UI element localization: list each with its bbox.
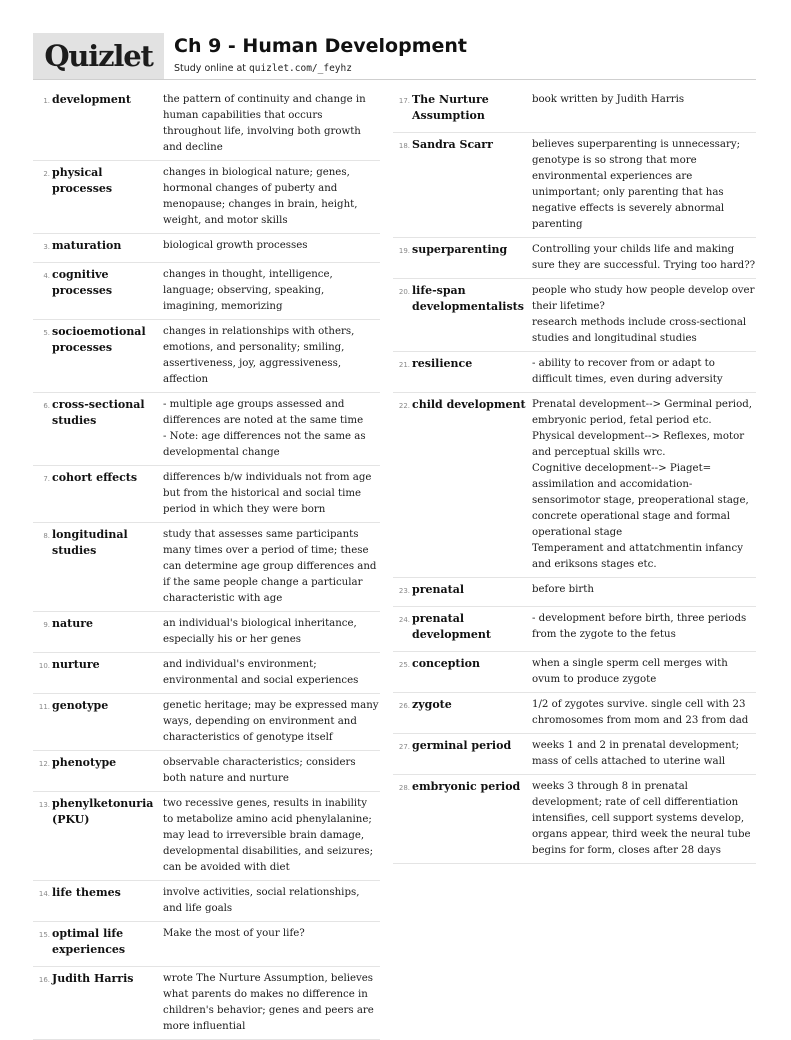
- term-number: 22.: [398, 402, 410, 410]
- term-label: phenylketonuria (PKU): [52, 797, 154, 826]
- term-label: maturation: [52, 239, 122, 252]
- term-label: embryonic period: [412, 780, 521, 793]
- term-entry: [33, 393, 380, 466]
- term-label: prenatal: [412, 583, 464, 596]
- term-number: 24.: [398, 616, 410, 624]
- term-number: 12.: [38, 760, 50, 768]
- term-entry: [393, 238, 756, 279]
- term-label: conception: [412, 657, 481, 670]
- set-title: Ch 9 - Human Development: [174, 35, 467, 57]
- term-number: 1.: [43, 97, 50, 105]
- term-label: life-span developmentalists: [412, 284, 524, 313]
- term-label: prenatal development: [412, 612, 492, 641]
- term-definition: the pattern of continuity and change in human capabilities that occurs throughout life, involving both growth and decline: [163, 94, 366, 153]
- term-definition: - ability to recover from or adapt to difficult times, even during adversity: [532, 358, 723, 385]
- term-label: The Nurture Assumption: [412, 93, 489, 122]
- term-label: cohort effects: [52, 471, 138, 484]
- term-definition: book written by Judith Harris: [532, 94, 685, 105]
- term-entry: [393, 88, 756, 133]
- study-url: quizlet.com/_feyhz: [249, 63, 352, 74]
- left-term-column: [33, 88, 380, 1040]
- term-entry: [33, 967, 380, 1040]
- page-header: [33, 33, 756, 80]
- logo-text: Quizlet: [44, 39, 153, 73]
- term-definition: study that assesses same participants many times over a period of time; these can determine age group differences and if the same people change a particular characteristic with age: [163, 529, 377, 604]
- term-number: 5.: [43, 329, 50, 337]
- term-definition: changes in biological nature; genes, hormonal changes of puberty and menopause; changes in brain, height, weight, and motor skills: [163, 167, 358, 226]
- term-definition: weeks 3 through 8 in prenatal development; rate of cell differentiation intensifies, cell support systems develop, organs appear, third week the neural tube begins for form, closes after 28 days: [532, 781, 751, 856]
- term-label: cognitive processes: [52, 268, 113, 297]
- term-definition: when a single sperm cell merges with ovum to produce zygote: [532, 658, 728, 685]
- term-number: 13.: [38, 801, 50, 809]
- term-entry: [33, 922, 380, 967]
- term-definition: believes superparenting is unnecessary; genotype is so strong that more environmental experiences are unimportant; only parenting that has negative effects is severely abnormal parenting: [532, 139, 741, 230]
- term-definition: changes in relationships with others, emotions, and personality; smiling, assertiveness, joy, aggressiveness, affection: [163, 326, 355, 385]
- term-number: 14.: [38, 890, 50, 898]
- right-term-column: [393, 88, 756, 864]
- term-number: 9.: [43, 621, 50, 629]
- term-definition: and individual's environment; environmental and social experiences: [163, 659, 359, 686]
- term-entry: [33, 320, 380, 393]
- term-entry: [33, 263, 380, 320]
- term-number: 4.: [43, 272, 50, 280]
- term-number: 7.: [43, 475, 50, 483]
- term-label: Judith Harris: [52, 972, 134, 985]
- term-definition: people who study how people develop over their lifetime? research methods include cross-sectional studies and longitudinal studies: [532, 285, 755, 344]
- term-label: genotype: [52, 699, 109, 712]
- term-definition: changes in thought, intelligence, language; observing, speaking, imagining, memorizing: [163, 269, 333, 312]
- term-label: resilience: [412, 357, 473, 370]
- term-number: 6.: [43, 402, 50, 410]
- term-label: socioemotional processes: [52, 325, 146, 354]
- term-entry: [33, 88, 380, 161]
- term-definition: Controlling your childs life and making sure they are successful. Trying too hard??: [532, 244, 756, 271]
- term-number: 10.: [38, 662, 50, 670]
- study-prefix: Study online at: [174, 63, 250, 74]
- term-label: optimal life experiences: [52, 927, 126, 956]
- term-entry: [393, 775, 756, 864]
- term-definition: 1/2 of zygotes survive. single cell with 23 chromosomes from mom and 23 from dad: [532, 699, 749, 726]
- term-number: 16.: [38, 976, 50, 984]
- term-number: 17.: [398, 97, 410, 105]
- term-number: 11.: [38, 703, 50, 711]
- term-definition: two recessive genes, results in inability to metabolize amino acid phenylalanine; may lead to irreversible brain damage, developmental disabilities, and seizures; can be avoided with diet: [163, 798, 374, 873]
- term-definition: observable characteristics; considers both nature and nurture: [163, 757, 356, 784]
- term-label: cross-sectional studies: [52, 398, 145, 427]
- term-entry: [33, 612, 380, 653]
- term-entry: [33, 751, 380, 792]
- term-label: child development: [412, 398, 526, 411]
- term-entry: [393, 734, 756, 775]
- term-definition: differences b/w individuals not from age but from the historical and social time period in which they were born: [163, 472, 372, 515]
- term-definition: before birth: [532, 584, 594, 595]
- term-label: phenotype: [52, 756, 117, 769]
- term-entry: [33, 234, 380, 263]
- term-label: nature: [52, 617, 93, 630]
- term-number: 19.: [398, 247, 410, 255]
- term-label: longitudinal studies: [52, 528, 128, 557]
- term-definition: biological growth processes: [163, 240, 308, 251]
- term-definition: genetic heritage; may be expressed many ways, depending on environment and characteristics of genotype itself: [163, 700, 379, 743]
- term-number: 18.: [398, 142, 410, 150]
- term-entry: [33, 792, 380, 881]
- term-number: 28.: [398, 784, 410, 792]
- term-entry: [393, 607, 756, 652]
- term-definition: - development before birth, three periods from the zygote to the fetus: [532, 613, 747, 640]
- term-number: 2.: [43, 170, 50, 178]
- term-entry: [393, 393, 756, 578]
- term-number: 25.: [398, 661, 410, 669]
- term-definition: an individual's biological inheritance, especially his or her genes: [163, 618, 357, 645]
- term-entry: [33, 881, 380, 922]
- term-entry: [33, 653, 380, 694]
- term-definition: wrote The Nurture Assumption, believes what parents do makes no difference in children's behavior; genes and peers are more influential: [163, 973, 374, 1032]
- term-number: 3.: [43, 243, 50, 251]
- term-number: 8.: [43, 532, 50, 540]
- term-entry: [33, 694, 380, 751]
- term-label: zygote: [412, 698, 452, 711]
- term-label: physical processes: [52, 166, 113, 195]
- term-definition: Prenatal development--> Germinal period, embryonic period, fetal period etc. Physical development--> Reflexes, motor and perceptual skills wrc. Cognitive decelopment--> Piaget= assimilation and accomidation-sensorimotor stage, preoperational stage, concrete operational stage and formal operational stage Temperament and attatchmentin infancy and eriksons stages etc.: [532, 399, 752, 570]
- term-label: Sandra Scarr: [412, 138, 493, 151]
- term-entry: [393, 652, 756, 693]
- term-number: 15.: [38, 931, 50, 939]
- study-online-line: [174, 63, 352, 74]
- term-label: superparenting: [412, 243, 508, 256]
- term-entry: [393, 133, 756, 238]
- term-number: 27.: [398, 743, 410, 751]
- term-entry: [33, 161, 380, 234]
- term-label: nurture: [52, 658, 100, 671]
- term-entry: [33, 466, 380, 523]
- term-entry: [33, 523, 380, 612]
- term-label: development: [52, 93, 132, 106]
- term-label: germinal period: [412, 739, 512, 752]
- term-label: life themes: [52, 886, 121, 899]
- term-definition: involve activities, social relationships, and life goals: [163, 887, 360, 914]
- term-number: 26.: [398, 702, 410, 710]
- term-entry: [393, 352, 756, 393]
- term-entry: [393, 578, 756, 607]
- quizlet-logo: [33, 33, 164, 79]
- term-definition: Make the most of your life?: [163, 928, 305, 939]
- term-definition: - multiple age groups assessed and differences are noted at the same time - Note: age differences not the same as developmental change: [163, 399, 366, 458]
- term-number: 23.: [398, 587, 410, 595]
- term-entry: [393, 279, 756, 352]
- term-entry: [393, 693, 756, 734]
- term-definition: weeks 1 and 2 in prenatal development; mass of cells attached to uterine wall: [532, 740, 740, 767]
- term-number: 21.: [398, 361, 410, 369]
- term-number: 20.: [398, 288, 410, 296]
